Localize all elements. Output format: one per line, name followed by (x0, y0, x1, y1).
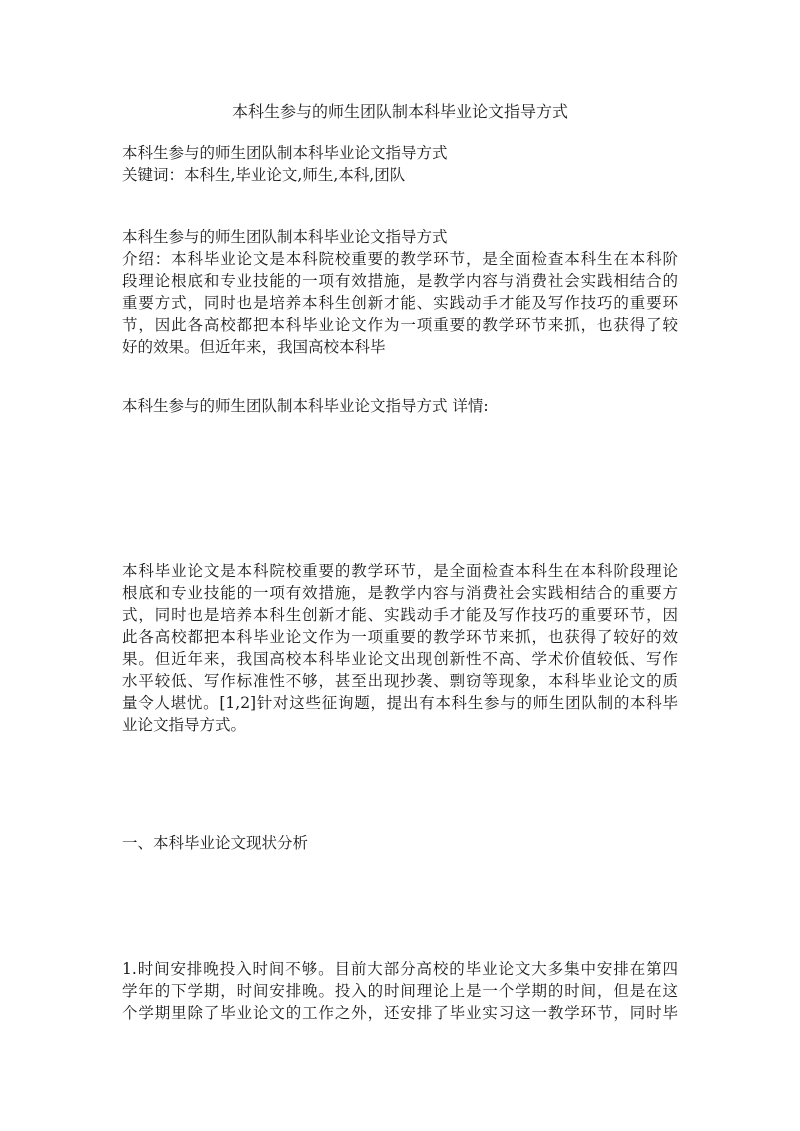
document-title: 本科生参与的师生团队制本科毕业论文指导方式 (231, 102, 568, 121)
paragraph-line: 根底和专业技能的一项有效措施，是教学内容与消费社会实践相结合的重要方 (122, 584, 678, 602)
paragraph-line: 式，同时也是培养本科生创新才能、实践动手才能及写作技巧的重要环节，因 (122, 606, 678, 624)
paragraph-line: 本科毕业论文是本科院校重要的教学环节，是全面检查本科生在本科阶段理论 (122, 562, 678, 580)
keywords: 关键词：本科生,毕业论文,师生,本科,团队 (122, 166, 406, 184)
paragraph-line: 水平较低、写作标准性不够，甚至出现抄袭、剽窃等现象，本科毕业论文的质 (122, 672, 678, 690)
paragraph-line: 量令人堪忧。[1,2]针对这些征询题，提出有本科生参与的师生团队制的本科毕 (122, 694, 678, 712)
details-heading: 本科生参与的师生团队制本科毕业论文指导方式 详情: (122, 397, 489, 415)
paragraph-line: 学年的下学期，时间安排晚。投入的时间理论上是一个学期的时间，但是在这 (122, 982, 678, 1000)
paragraph-line: 1.时间安排晚投入时间不够。目前大部分高校的毕业论文大多集中安排在第四 (122, 960, 678, 978)
section-heading: 一、本科毕业论文现状分析 (122, 834, 309, 852)
paragraph-line: 此各高校都把本科毕业论文作为一项重要的教学环节来抓，也获得了较好的效 (122, 628, 678, 646)
intro-line: 节，因此各高校都把本科毕业论文作为一项重要的教学环节来抓，也获得了较 (122, 316, 678, 334)
intro-block (122, 226, 678, 358)
details-heading-block (122, 395, 678, 417)
paragraph-line: 果。但近年来，我国高校本科毕业论文出现创新性不高、学术价值较低、写作 (122, 650, 678, 668)
intro-heading: 本科生参与的师生团队制本科毕业论文指导方式 (122, 228, 448, 246)
subtitle: 本科生参与的师生团队制本科毕业论文指导方式 (122, 144, 448, 162)
header-block (122, 142, 678, 186)
intro-line: 好的效果。但近年来，我国高校本科毕 (122, 338, 386, 356)
paragraph-line: 业论文指导方式。 (122, 716, 247, 734)
main-paragraph (122, 560, 678, 736)
intro-line: 重要方式，同时也是培养本科生创新才能、实践动手才能及写作技巧的重要环 (122, 294, 678, 312)
intro-line: 介绍：本科毕业论文是本科院校重要的教学环节，是全面检查本科生在本科阶 (122, 250, 678, 268)
paragraph-line: 个学期里除了毕业论文的工作之外，还安排了毕业实习这一教学环节，同时毕 (122, 1004, 678, 1022)
point-1-paragraph (122, 958, 678, 1024)
section-heading-block (122, 832, 678, 854)
intro-line: 段理论根底和专业技能的一项有效措施，是教学内容与消费社会实践相结合的 (122, 272, 678, 290)
